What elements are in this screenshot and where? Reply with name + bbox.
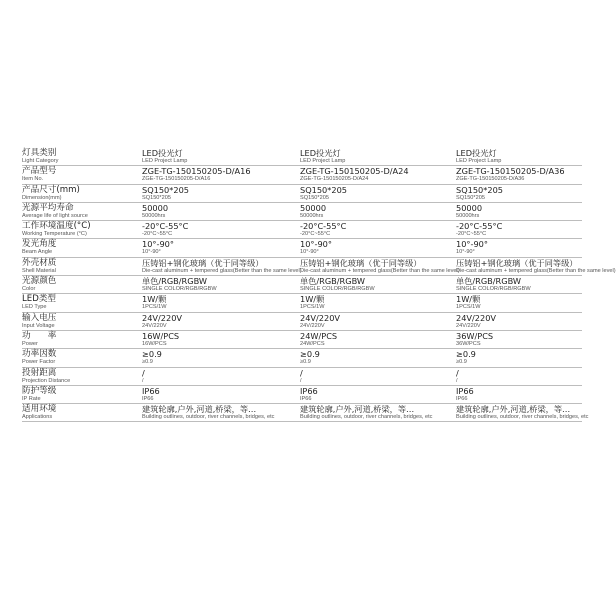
spec-label [22, 277, 140, 293]
spec-value-sub: SQ150*205 [142, 194, 171, 201]
spec-value-main: IP66 [300, 385, 318, 396]
spec-label-zh: 功率因数 [22, 349, 57, 360]
spec-value-sub: ≥0.9 [142, 359, 153, 366]
spec-label-zh: 灯具类别 [22, 148, 57, 158]
spec-value-main: 16W/PCS [142, 330, 180, 341]
spec-label [22, 350, 140, 366]
spec-value-product-2 [300, 314, 455, 330]
spec-label-en: Light Category [22, 158, 59, 164]
spec-value-main: 50000 [142, 202, 169, 213]
spec-value-product-3 [456, 204, 586, 220]
spec-value-main: 单色/RGB/RGBW [142, 276, 207, 287]
spec-value-sub: 50000hrs [300, 212, 324, 219]
spec-value-sub: LED Project Lamp [456, 158, 502, 164]
spec-value-product-3 [456, 332, 586, 348]
spec-value-main: LED投光灯 [142, 148, 183, 158]
spec-value-main: SQ150*205 [300, 184, 347, 195]
spec-value-main: LED投光灯 [300, 148, 341, 158]
spec-label [22, 204, 140, 220]
spec-value-product-3 [456, 222, 586, 238]
spec-value-product-2 [300, 405, 455, 421]
spec-value-product-3 [456, 257, 616, 275]
spec-value-product-3 [456, 314, 586, 330]
spec-value-sub: 1PCS/1W [142, 304, 167, 311]
spec-row [22, 185, 582, 203]
spec-value-main: / [142, 367, 145, 378]
spec-value-product-2 [300, 387, 455, 403]
spec-value-sub: 10°-90° [456, 249, 475, 256]
spec-value-main: ZGE-TG-150150205-D/A16 [142, 166, 251, 177]
spec-value-sub: LED Project Lamp [142, 158, 188, 164]
spec-value-sub: IP66 [456, 395, 468, 402]
spec-value-product-1 [142, 314, 297, 330]
spec-value-main: 24W/PCS [300, 330, 338, 341]
spec-value-main: 50000 [300, 202, 327, 213]
spec-value-sub: SQ150*205 [300, 194, 329, 201]
spec-value-product-1 [142, 167, 297, 183]
spec-label [22, 186, 140, 202]
spec-value-sub: ZGE-TG-150150205-D/A36 [456, 176, 525, 183]
spec-value-product-1 [142, 350, 297, 366]
spec-row [22, 148, 582, 166]
spec-value-product-2 [300, 167, 455, 183]
spec-value-sub: -20°C~55°C [300, 231, 331, 238]
spec-value-main: 建筑轮廓,户外,河道,桥梁，等… [300, 404, 415, 415]
spec-value-main: -20°C-55°C [300, 221, 347, 232]
spec-table [22, 148, 616, 422]
spec-value-main: 10°-90° [142, 239, 174, 250]
spec-value-main: -20°C-55°C [142, 221, 189, 232]
spec-label-zh: 外壳材质 [22, 257, 57, 268]
spec-label-zh: 适用环境 [22, 404, 57, 415]
spec-value-product-2 [300, 295, 455, 311]
spec-value-sub: -20°C~55°C [456, 231, 487, 238]
spec-value-sub: SQ150*205 [456, 194, 485, 201]
spec-value-sub: / [300, 377, 302, 384]
spec-value-product-3 [456, 277, 586, 293]
spec-value-product-3 [456, 350, 586, 366]
spec-value-sub: IP66 [142, 395, 154, 402]
spec-value-product-2 [300, 222, 455, 238]
spec-label-en: Applications [22, 414, 53, 421]
spec-row [22, 349, 582, 367]
spec-label-en: Working Temperature (°C) [22, 231, 87, 238]
spec-value-main: -20°C-55°C [456, 221, 503, 232]
spec-value-product-2 [300, 257, 460, 275]
spec-label-zh: 防护等级 [22, 385, 57, 396]
spec-label-en: Average life of light source [22, 212, 88, 219]
spec-value-product-1 [142, 332, 297, 348]
spec-label [22, 259, 140, 275]
spec-value-main: 压铸铝+钢化玻璃（优于同等级） [456, 257, 578, 268]
spec-label-en: Item No. [22, 176, 44, 183]
spec-label-zh: 工作环境温度(°C) [22, 221, 91, 232]
spec-label-en: IP Rate [22, 395, 41, 402]
spec-value-main: 单色/RGB/RGBW [456, 276, 521, 287]
spec-value-product-3 [456, 186, 586, 202]
spec-value-sub: ZGE-TG-150150205-D/A24 [300, 176, 369, 183]
spec-value-product-2 [300, 204, 455, 220]
spec-row [22, 313, 582, 331]
spec-label [22, 332, 140, 348]
spec-value-product-1 [142, 257, 302, 275]
spec-value-product-3 [456, 404, 589, 421]
spec-value-sub: 16W/PCS [142, 340, 167, 347]
spec-value-main: SQ150*205 [142, 184, 189, 195]
spec-label [22, 222, 140, 238]
spec-row [22, 221, 582, 239]
spec-label-en: Power [22, 340, 38, 347]
spec-value-sub: Building outlines, outdoor, river channels, bridges, etc [142, 414, 275, 421]
spec-value-sub: Die-cast aluminum + tempered glass(Better than the same level) [300, 267, 460, 274]
spec-value-main: ≥0.9 [300, 349, 320, 360]
spec-row [22, 166, 582, 184]
spec-row [22, 368, 582, 386]
spec-row [22, 386, 582, 404]
spec-value-main: 10°-90° [456, 239, 488, 250]
spec-value-product-2 [300, 240, 455, 256]
spec-value-main: ZGE-TG-150150205-D/A24 [300, 166, 409, 177]
spec-label-zh: 光源平均寿命 [22, 202, 74, 213]
spec-label [22, 314, 140, 330]
spec-row [22, 239, 582, 257]
spec-value-sub: Die-cast aluminum + tempered glass(Better than the same level) [456, 267, 616, 274]
spec-label-zh: 产品型号 [22, 166, 57, 177]
spec-label-zh: 发光角度 [22, 239, 57, 250]
spec-value-sub: LED Project Lamp [300, 158, 346, 164]
spec-value-sub: ZGE-TG-150150205-D/A16 [142, 176, 211, 183]
spec-value-sub: 50000hrs [456, 212, 480, 219]
spec-value-sub: 24W/PCS [300, 340, 325, 347]
spec-value-product-2 [300, 369, 455, 385]
spec-label-en: Projection Distance [22, 377, 71, 384]
spec-value-main: ZGE-TG-150150205-D/A36 [456, 166, 565, 177]
spec-value-sub: IP66 [300, 395, 312, 402]
spec-value-main: IP66 [142, 385, 160, 396]
spec-label [22, 295, 140, 311]
spec-value-product-2 [300, 277, 455, 293]
spec-label [22, 387, 140, 403]
spec-value-product-2 [300, 350, 455, 366]
spec-value-product-1 [142, 204, 297, 220]
spec-value-sub: 36W/PCS [456, 340, 481, 347]
spec-value-product-3 [456, 240, 586, 256]
spec-value-main: 10°-90° [300, 239, 332, 250]
spec-label-zh: 投射距离 [22, 367, 57, 378]
spec-label-en: Power Factor [22, 359, 56, 366]
spec-row [22, 404, 589, 422]
spec-value-main: 1W/颗 [142, 294, 167, 305]
spec-value-product-3 [456, 369, 586, 385]
spec-value-main: 50000 [456, 202, 483, 213]
spec-value-product-3 [456, 295, 586, 311]
spec-value-sub: SINGLE COLOR/RGB/RGBW [456, 286, 531, 293]
spec-value-sub: ≥0.9 [456, 359, 467, 366]
spec-value-main: 24V/220V [300, 312, 341, 323]
spec-label [22, 167, 140, 183]
spec-value-main: 24V/220V [456, 312, 497, 323]
spec-label-zh: 输入电压 [22, 312, 57, 323]
spec-value-sub: 10°-90° [142, 249, 161, 256]
spec-value-sub: 1PCS/1W [456, 304, 481, 311]
spec-value-main: 单色/RGB/RGBW [300, 276, 365, 287]
spec-label-en: Shell Material [22, 267, 56, 274]
spec-label-zh: LED类型 [22, 294, 57, 305]
spec-label-en: Input Voltage [22, 322, 55, 329]
spec-value-sub: ≥0.9 [300, 359, 311, 366]
spec-value-main: ≥0.9 [142, 349, 162, 360]
spec-value-product-1 [142, 295, 297, 311]
spec-value-sub: 24V/220V [456, 322, 481, 329]
spec-value-sub: / [142, 377, 144, 384]
spec-label-zh: 光源颜色 [22, 276, 57, 287]
spec-value-sub: 10°-90° [300, 249, 319, 256]
spec-value-sub: 24V/220V [300, 322, 325, 329]
spec-value-main: / [300, 367, 303, 378]
spec-value-product-3 [456, 149, 586, 165]
spec-value-sub: Building outlines, outdoor, river channels, bridges, etc [300, 414, 433, 421]
spec-value-main: 压铸铝+钢化玻璃（优于同等级） [142, 257, 264, 268]
spec-row [22, 257, 616, 276]
spec-value-main: LED投光灯 [456, 148, 497, 158]
spec-value-product-1 [142, 149, 297, 165]
spec-label-en: LED Type [22, 304, 47, 311]
spec-label [22, 405, 140, 421]
spec-value-sub: Die-cast aluminum + tempered glass(Better than the same level) [142, 267, 302, 274]
spec-value-product-1 [142, 186, 297, 202]
spec-row [22, 203, 582, 221]
spec-label-en: Beam Angle [22, 249, 53, 256]
spec-value-product-2 [300, 149, 455, 165]
spec-value-main: 建筑轮廓,户外,河道,桥梁，等… [142, 404, 257, 415]
spec-value-sub: Building outlines, outdoor, river channels, bridges, etc [456, 414, 589, 421]
spec-value-main: IP66 [456, 385, 474, 396]
spec-value-product-3 [456, 167, 586, 183]
spec-label-en: Color [22, 286, 36, 293]
spec-value-sub: 1PCS/1W [300, 304, 325, 311]
spec-value-product-1 [142, 405, 297, 421]
spec-label [22, 369, 140, 385]
spec-value-product-2 [300, 186, 455, 202]
spec-value-sub: 50000hrs [142, 212, 166, 219]
spec-label [22, 149, 140, 165]
spec-value-main: 24V/220V [142, 312, 183, 323]
spec-label-zh: 功 率 [22, 330, 57, 341]
spec-value-main: 压铸铝+钢化玻璃（优于同等级） [300, 257, 422, 268]
spec-value-main: 建筑轮廓,户外,河道,桥梁，等… [456, 404, 571, 415]
spec-value-sub: SINGLE COLOR/RGB/RGBW [300, 286, 375, 293]
spec-value-main: SQ150*205 [456, 184, 503, 195]
spec-value-sub: -20°C~55°C [142, 231, 173, 238]
spec-row [22, 276, 582, 294]
spec-value-product-1 [142, 277, 297, 293]
spec-label-zh: 产品尺寸(mm) [22, 184, 80, 195]
spec-value-sub: 24V/220V [142, 322, 167, 329]
spec-value-product-1 [142, 240, 297, 256]
spec-value-main: 1W/颗 [456, 294, 481, 305]
spec-label-en: Dimension(mm) [22, 194, 62, 201]
spec-row [22, 331, 582, 349]
spec-value-main: 1W/颗 [300, 294, 325, 305]
spec-row [22, 294, 582, 312]
spec-value-product-2 [300, 332, 455, 348]
spec-value-main: / [456, 367, 459, 378]
spec-value-product-1 [142, 222, 297, 238]
spec-value-product-1 [142, 387, 297, 403]
spec-label [22, 240, 140, 256]
spec-value-product-3 [456, 387, 586, 403]
spec-value-main: 36W/PCS [456, 330, 494, 341]
spec-value-main: ≥0.9 [456, 349, 476, 360]
spec-value-product-1 [142, 369, 297, 385]
spec-value-sub: / [456, 377, 458, 384]
spec-value-sub: SINGLE COLOR/RGB/RGBW [142, 286, 217, 293]
